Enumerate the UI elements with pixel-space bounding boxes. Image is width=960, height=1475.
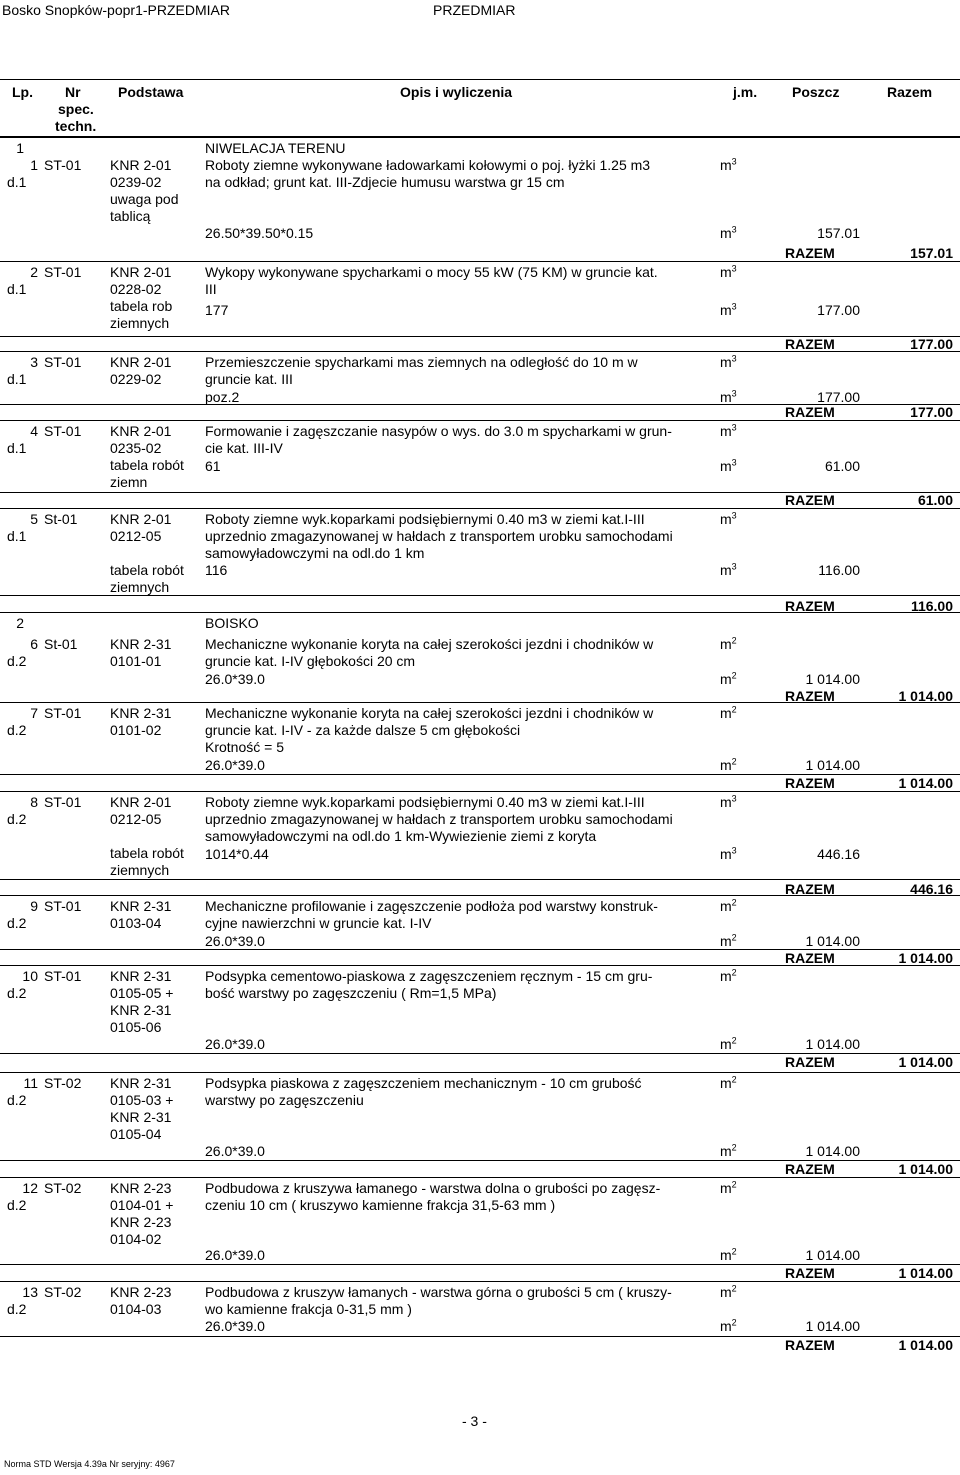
position-total-qty: 1 014.00 [898, 1337, 953, 1353]
position-description-line: gruncie kat. I-IV głębokości 20 cm [205, 653, 416, 669]
position-total-label: RAZEM [785, 1161, 835, 1177]
position-calculation: 26.50*39.50*0.15 [205, 225, 314, 241]
position-section-ref: d.2 [7, 1092, 27, 1108]
position-calculation: 26.0*39.0 [205, 1247, 265, 1263]
row-separator [0, 895, 960, 896]
position-section-ref: d.1 [7, 528, 27, 544]
col-opis: Opis i wyliczenia [400, 84, 513, 100]
position-total-qty: 1 014.00 [898, 775, 953, 791]
position-basis-line: 0101-01 [110, 653, 162, 669]
position-basis-line: KNR 2-23 [110, 1180, 172, 1196]
position-total-label: RAZEM [785, 775, 835, 791]
position-description-line: Podsypka piaskowa z zagęszczeniem mechanicznym - 10 cm grubość [205, 1075, 642, 1091]
position-description-line: Roboty ziemne wyk.koparkami podsiębiernymi 0.40 m3 w ziemi kat.I-III [205, 511, 645, 527]
position-lp: 7 [30, 705, 38, 721]
position-partial-qty: 157.01 [817, 225, 860, 241]
position-lp: 10 [22, 968, 38, 984]
position-basis-line: 0103-04 [110, 915, 162, 931]
position-basis-line: KNR 2-01 [110, 794, 172, 810]
table-top-rule [0, 79, 960, 80]
window-header [0, 0, 960, 22]
position-section-ref: d.2 [7, 915, 27, 931]
position-description-line: Krotność = 5 [205, 739, 284, 755]
position-description-line: czeniu 10 cm ( kruszywo kamienne frakcja 31,5-63 mm ) [205, 1197, 556, 1213]
row-separator [0, 1177, 960, 1178]
position-section-ref: d.2 [7, 811, 27, 827]
position-total-label: RAZEM [785, 492, 835, 508]
position-basis-line: tablicą [110, 208, 151, 224]
position-calculation: 1014*0.44 [205, 846, 269, 862]
row-separator [0, 508, 960, 509]
position-description-line: Mechaniczne wykonanie koryta na całej szerokości jezdni i chodników w [205, 705, 654, 721]
position-description-line: Podbudowa z kruszywa łamanego - warstwa dolna o grubości po zagęsz- [205, 1180, 661, 1196]
position-description-line: gruncie kat. I-IV - za każde dalsze 5 cm głębokości [205, 722, 521, 738]
position-basis-line: ziemn [110, 474, 148, 490]
position-basis-line: KNR 2-01 [110, 423, 172, 439]
position-section-ref: d.1 [7, 440, 27, 456]
section-number: 2 [16, 615, 24, 631]
position-unit: $m^2$ [720, 967, 737, 984]
position-basis-line: uwaga pod [110, 191, 179, 207]
position-calc-unit: $m^3$ [720, 845, 737, 862]
row-separator [0, 791, 960, 792]
position-spec: ST-01 [44, 794, 82, 810]
row-separator [0, 261, 960, 262]
position-calc-unit: $m^3$ [720, 301, 737, 318]
position-lp: 3 [30, 354, 38, 370]
row-separator [0, 351, 960, 352]
col-razem: Razem [887, 84, 933, 100]
position-section-ref: d.1 [7, 174, 27, 190]
position-spec: ST-01 [44, 157, 82, 173]
position-basis-line: ziemnych [110, 579, 170, 595]
position-basis-line: ziemnych [110, 315, 170, 331]
position-calc-unit: $m^2$ [720, 1246, 737, 1263]
position-section-ref: d.2 [7, 1197, 27, 1213]
row-separator [0, 420, 960, 421]
position-total-label: RAZEM [785, 336, 835, 352]
position-lp: 11 [23, 1075, 38, 1091]
position-spec: ST-01 [44, 423, 82, 439]
position-lp: 5 [30, 511, 38, 527]
position-description-line: Podbudowa z kruszyw łamanych - warstwa górna o grubości 5 cm ( kruszy- [205, 1284, 672, 1300]
position-total-label: RAZEM [785, 881, 835, 897]
position-basis-line: tabela robót [110, 457, 184, 473]
position-basis-line: 0229-02 [110, 371, 162, 387]
position-unit: $m^2$ [720, 1283, 737, 1300]
position-lp: 2 [30, 264, 38, 280]
position-spec: St-01 [44, 511, 78, 527]
position-basis-line: 0105-06 [110, 1019, 162, 1035]
position-partial-qty: 116.00 [818, 562, 860, 578]
position-basis-line: 0212-05 [110, 528, 162, 544]
position-unit: $m^2$ [720, 1074, 737, 1091]
position-spec: ST-01 [44, 354, 82, 370]
position-spec: ST-01 [44, 898, 82, 914]
row-separator [0, 702, 960, 703]
position-spec: ST-02 [44, 1180, 82, 1196]
row-separator [0, 1072, 960, 1073]
position-basis-line: 0228-02 [110, 281, 162, 297]
position-lp: 1 [30, 157, 38, 173]
position-basis-line: ziemnych [110, 862, 170, 878]
position-total-label: RAZEM [785, 245, 835, 261]
position-section-ref: d.1 [7, 281, 27, 297]
row-separator [0, 965, 960, 966]
position-partial-qty: 1 014.00 [805, 1318, 860, 1334]
position-calculation: 26.0*39.0 [205, 933, 265, 949]
position-basis-line: KNR 2-31 [110, 968, 172, 984]
position-partial-qty: 446.16 [817, 846, 860, 862]
position-basis-line: 0212-05 [110, 811, 162, 827]
position-lp: 12 [22, 1180, 38, 1196]
position-description-line: Mechaniczne wykonanie koryta na całej szerokości jezdni i chodników w [205, 636, 654, 652]
position-lp: 9 [30, 898, 38, 914]
position-calculation: 61 [205, 458, 221, 474]
position-unit: $m^2$ [720, 704, 737, 721]
position-unit: $m^2$ [720, 897, 737, 914]
position-total-label: RAZEM [785, 1337, 835, 1353]
position-calc-unit: $m^3$ [720, 224, 737, 241]
position-calculation: 26.0*39.0 [205, 671, 265, 687]
position-description-line: samowyładowczymi na odl.do 1 km [205, 545, 425, 561]
position-total-qty: 1 014.00 [898, 1161, 953, 1177]
position-calculation: 26.0*39.0 [205, 1318, 265, 1334]
position-calc-unit: $m^2$ [720, 670, 737, 687]
position-description-line: cyjne nawierzchni w gruncie kat. I-IV [205, 915, 432, 931]
position-total-qty: 1 014.00 [898, 1054, 953, 1070]
position-total-qty: 177.00 [910, 336, 953, 352]
position-spec: St-01 [44, 636, 78, 652]
position-basis-line: 0101-02 [110, 722, 162, 738]
position-spec: ST-01 [44, 968, 82, 984]
position-basis-line: 0104-02 [110, 1231, 162, 1247]
position-calc-unit: $m^2$ [720, 756, 737, 773]
position-basis-line: tabela rob [110, 298, 173, 314]
position-description-line: uprzednio zmagazynowanej w hałdach z transportem urobku samochodami [205, 811, 673, 827]
position-spec: ST-01 [44, 264, 82, 280]
software-footer: Norma STD Wersja 4.39a Nr seryjny: 4967 [4, 1459, 175, 1469]
position-description-line: Wykopy wykonywane spycharkami o mocy 55 kW (75 KM) w gruncie kat. [205, 264, 658, 280]
position-partial-qty: 1 014.00 [805, 1143, 860, 1159]
position-partial-qty: 1 014.00 [805, 671, 860, 687]
position-unit: $m^3$ [720, 793, 737, 810]
position-description-line: Przemieszczenie spycharkami mas ziemnych na odległość do 10 m w [205, 354, 638, 370]
position-total-label: RAZEM [785, 950, 835, 966]
col-nr: Nr [65, 84, 81, 100]
position-description-line: cie kat. III-IV [205, 440, 283, 456]
position-description-line: uprzednio zmagazynowanej w hałdach z transportem urobku samochodami [205, 528, 673, 544]
position-lp: 6 [30, 636, 38, 652]
position-section-ref: d.2 [7, 985, 27, 1001]
position-total-qty: 1 014.00 [898, 688, 953, 704]
position-description-line: warstwy po zagęszczeniu [205, 1092, 364, 1108]
position-lp: 4 [30, 423, 38, 439]
position-description-line: Formowanie i zagęszczanie nasypów o wys. do 3.0 m spycharkami w grun- [205, 423, 672, 439]
position-description-line: Podsypka cementowo-piaskowa z zagęszczeniem ręcznym - 15 cm gru- [205, 968, 653, 984]
position-partial-qty: 1 014.00 [805, 757, 860, 773]
position-basis-line: 0235-02 [110, 440, 162, 456]
position-calc-unit: $m^2$ [720, 932, 737, 949]
row-separator [0, 1281, 960, 1282]
position-total-label: RAZEM [785, 598, 835, 614]
position-description-line: Roboty ziemne wykonywane ładowarkami kołowymi o poj. łyżki 1.25 m3 [205, 157, 651, 173]
position-basis-line: KNR 2-01 [110, 157, 172, 173]
position-basis-line: 0104-03 [110, 1301, 162, 1317]
section-rule [0, 136, 960, 137]
position-section-ref: d.2 [7, 653, 27, 669]
position-basis-line: 0105-05 + [110, 985, 174, 1001]
position-lp: 13 [22, 1284, 38, 1300]
position-basis-line: 0105-04 [110, 1126, 162, 1142]
document-title: Bosko Snopków-popr1-PRZEDMIAR [2, 2, 230, 18]
position-description-line: samowyładowczymi na odl.do 1 km-Wywiezienie ziemi z koryta [205, 828, 597, 844]
position-section-ref: d.2 [7, 722, 27, 738]
position-calc-unit: $m^2$ [720, 1035, 737, 1052]
col-nr-techn: techn. [55, 118, 97, 134]
position-calculation: 116 [205, 562, 228, 578]
col-lp: Lp. [12, 84, 33, 100]
position-partial-qty: 177.00 [817, 389, 860, 405]
position-basis-line: KNR 2-01 [110, 264, 172, 280]
position-spec: ST-02 [44, 1284, 82, 1300]
position-calculation: poz.2 [205, 389, 240, 405]
col-poszcz: Poszcz [792, 84, 840, 100]
position-spec: ST-01 [44, 705, 82, 721]
position-section-ref: d.2 [7, 1301, 27, 1317]
position-total-label: RAZEM [785, 1265, 835, 1281]
position-total-qty: 1 014.00 [898, 1265, 953, 1281]
section-title: NIWELACJA TERENU [205, 140, 346, 156]
position-rule [0, 879, 960, 880]
position-basis-line: KNR 2-01 [110, 354, 172, 370]
position-basis-line: 0105-03 + [110, 1092, 174, 1108]
position-basis-line: KNR 2-31 [110, 636, 172, 652]
position-total-label: RAZEM [785, 404, 835, 420]
position-section-ref: d.1 [7, 371, 27, 387]
position-description-line: Roboty ziemne wyk.koparkami podsiębiernymi 0.40 m3 w ziemi kat.I-III [205, 794, 645, 810]
position-description-line: III [205, 281, 217, 297]
col-podstawa: Podstawa [118, 84, 184, 100]
position-calc-unit: $m^3$ [720, 561, 737, 578]
position-unit: $m^2$ [720, 635, 737, 652]
position-basis-line: KNR 2-31 [110, 898, 172, 914]
position-partial-qty: 1 014.00 [805, 1036, 860, 1052]
position-basis-line: KNR 2-01 [110, 511, 172, 527]
position-calc-unit: $m^3$ [720, 388, 737, 405]
position-description-line: gruncie kat. III [205, 371, 293, 387]
position-description-line: na odkład; grunt kat. III-Zdjecie humusu warstwa gr 15 cm [205, 174, 565, 190]
position-calculation: 26.0*39.0 [205, 1143, 265, 1159]
position-unit: $m^3$ [720, 422, 737, 439]
position-description-line: wo kamienne frakcja 0-31,5 mm ) [205, 1301, 412, 1317]
position-total-qty: 116.00 [910, 598, 953, 614]
position-unit: $m^3$ [720, 263, 737, 280]
position-basis-line: 0239-02 [110, 174, 162, 190]
section-title: BOISKO [205, 615, 259, 631]
header-bottom-rule [0, 137, 960, 138]
position-basis-line: tabela robót [110, 845, 184, 861]
position-partial-qty: 1 014.00 [805, 1247, 860, 1263]
position-basis-line: tabela robót [110, 562, 184, 578]
position-total-qty: 61.00 [917, 492, 953, 508]
position-total-qty: 177.00 [910, 404, 953, 420]
position-calculation: 26.0*39.0 [205, 757, 265, 773]
position-basis-line: KNR 2-31 [110, 705, 172, 721]
position-calc-unit: $m^2$ [720, 1142, 737, 1159]
position-basis-line: KNR 2-23 [110, 1284, 172, 1300]
position-partial-qty: 177.00 [817, 302, 860, 318]
position-calc-unit: $m^3$ [720, 457, 737, 474]
position-basis-line: KNR 2-31 [110, 1075, 172, 1091]
position-lp: 8 [30, 794, 38, 810]
col-nr-spec: spec. [58, 101, 94, 117]
position-spec: ST-02 [44, 1075, 82, 1091]
position-total-qty: 446.16 [910, 881, 953, 897]
position-basis-line: KNR 2-31 [110, 1109, 172, 1125]
position-basis-line: KNR 2-23 [110, 1214, 172, 1230]
section-number: 1 [16, 140, 24, 156]
document-type: PRZEDMIAR [433, 2, 516, 18]
position-unit: $m^3$ [720, 353, 737, 370]
position-calculation: 26.0*39.0 [205, 1036, 265, 1052]
position-description-line: bość warstwy po zagęszczeniu ( Rm=1,5 MPa) [205, 985, 497, 1001]
position-basis-line: KNR 2-31 [110, 1002, 172, 1018]
position-basis-line: 0104-01 + [110, 1197, 174, 1213]
position-calculation: 177 [205, 302, 229, 318]
col-jm: j.m. [733, 84, 758, 100]
position-partial-qty: 1 014.00 [805, 933, 860, 949]
position-total-qty: 157.01 [910, 245, 953, 261]
position-partial-qty: 61.00 [824, 458, 860, 474]
position-unit: $m^2$ [720, 1179, 737, 1196]
position-total-label: RAZEM [785, 688, 835, 704]
position-total-qty: 1 014.00 [898, 950, 953, 966]
position-total-label: RAZEM [785, 1054, 835, 1070]
position-unit: $m^3$ [720, 510, 737, 527]
position-description-line: Mechaniczne profilowanie i zagęszczenie podłoża pod warstwy konstruk- [205, 898, 658, 914]
page-number: - 3 - [462, 1413, 487, 1429]
position-calc-unit: $m^2$ [720, 1317, 737, 1334]
position-unit: $m^3$ [720, 156, 737, 173]
